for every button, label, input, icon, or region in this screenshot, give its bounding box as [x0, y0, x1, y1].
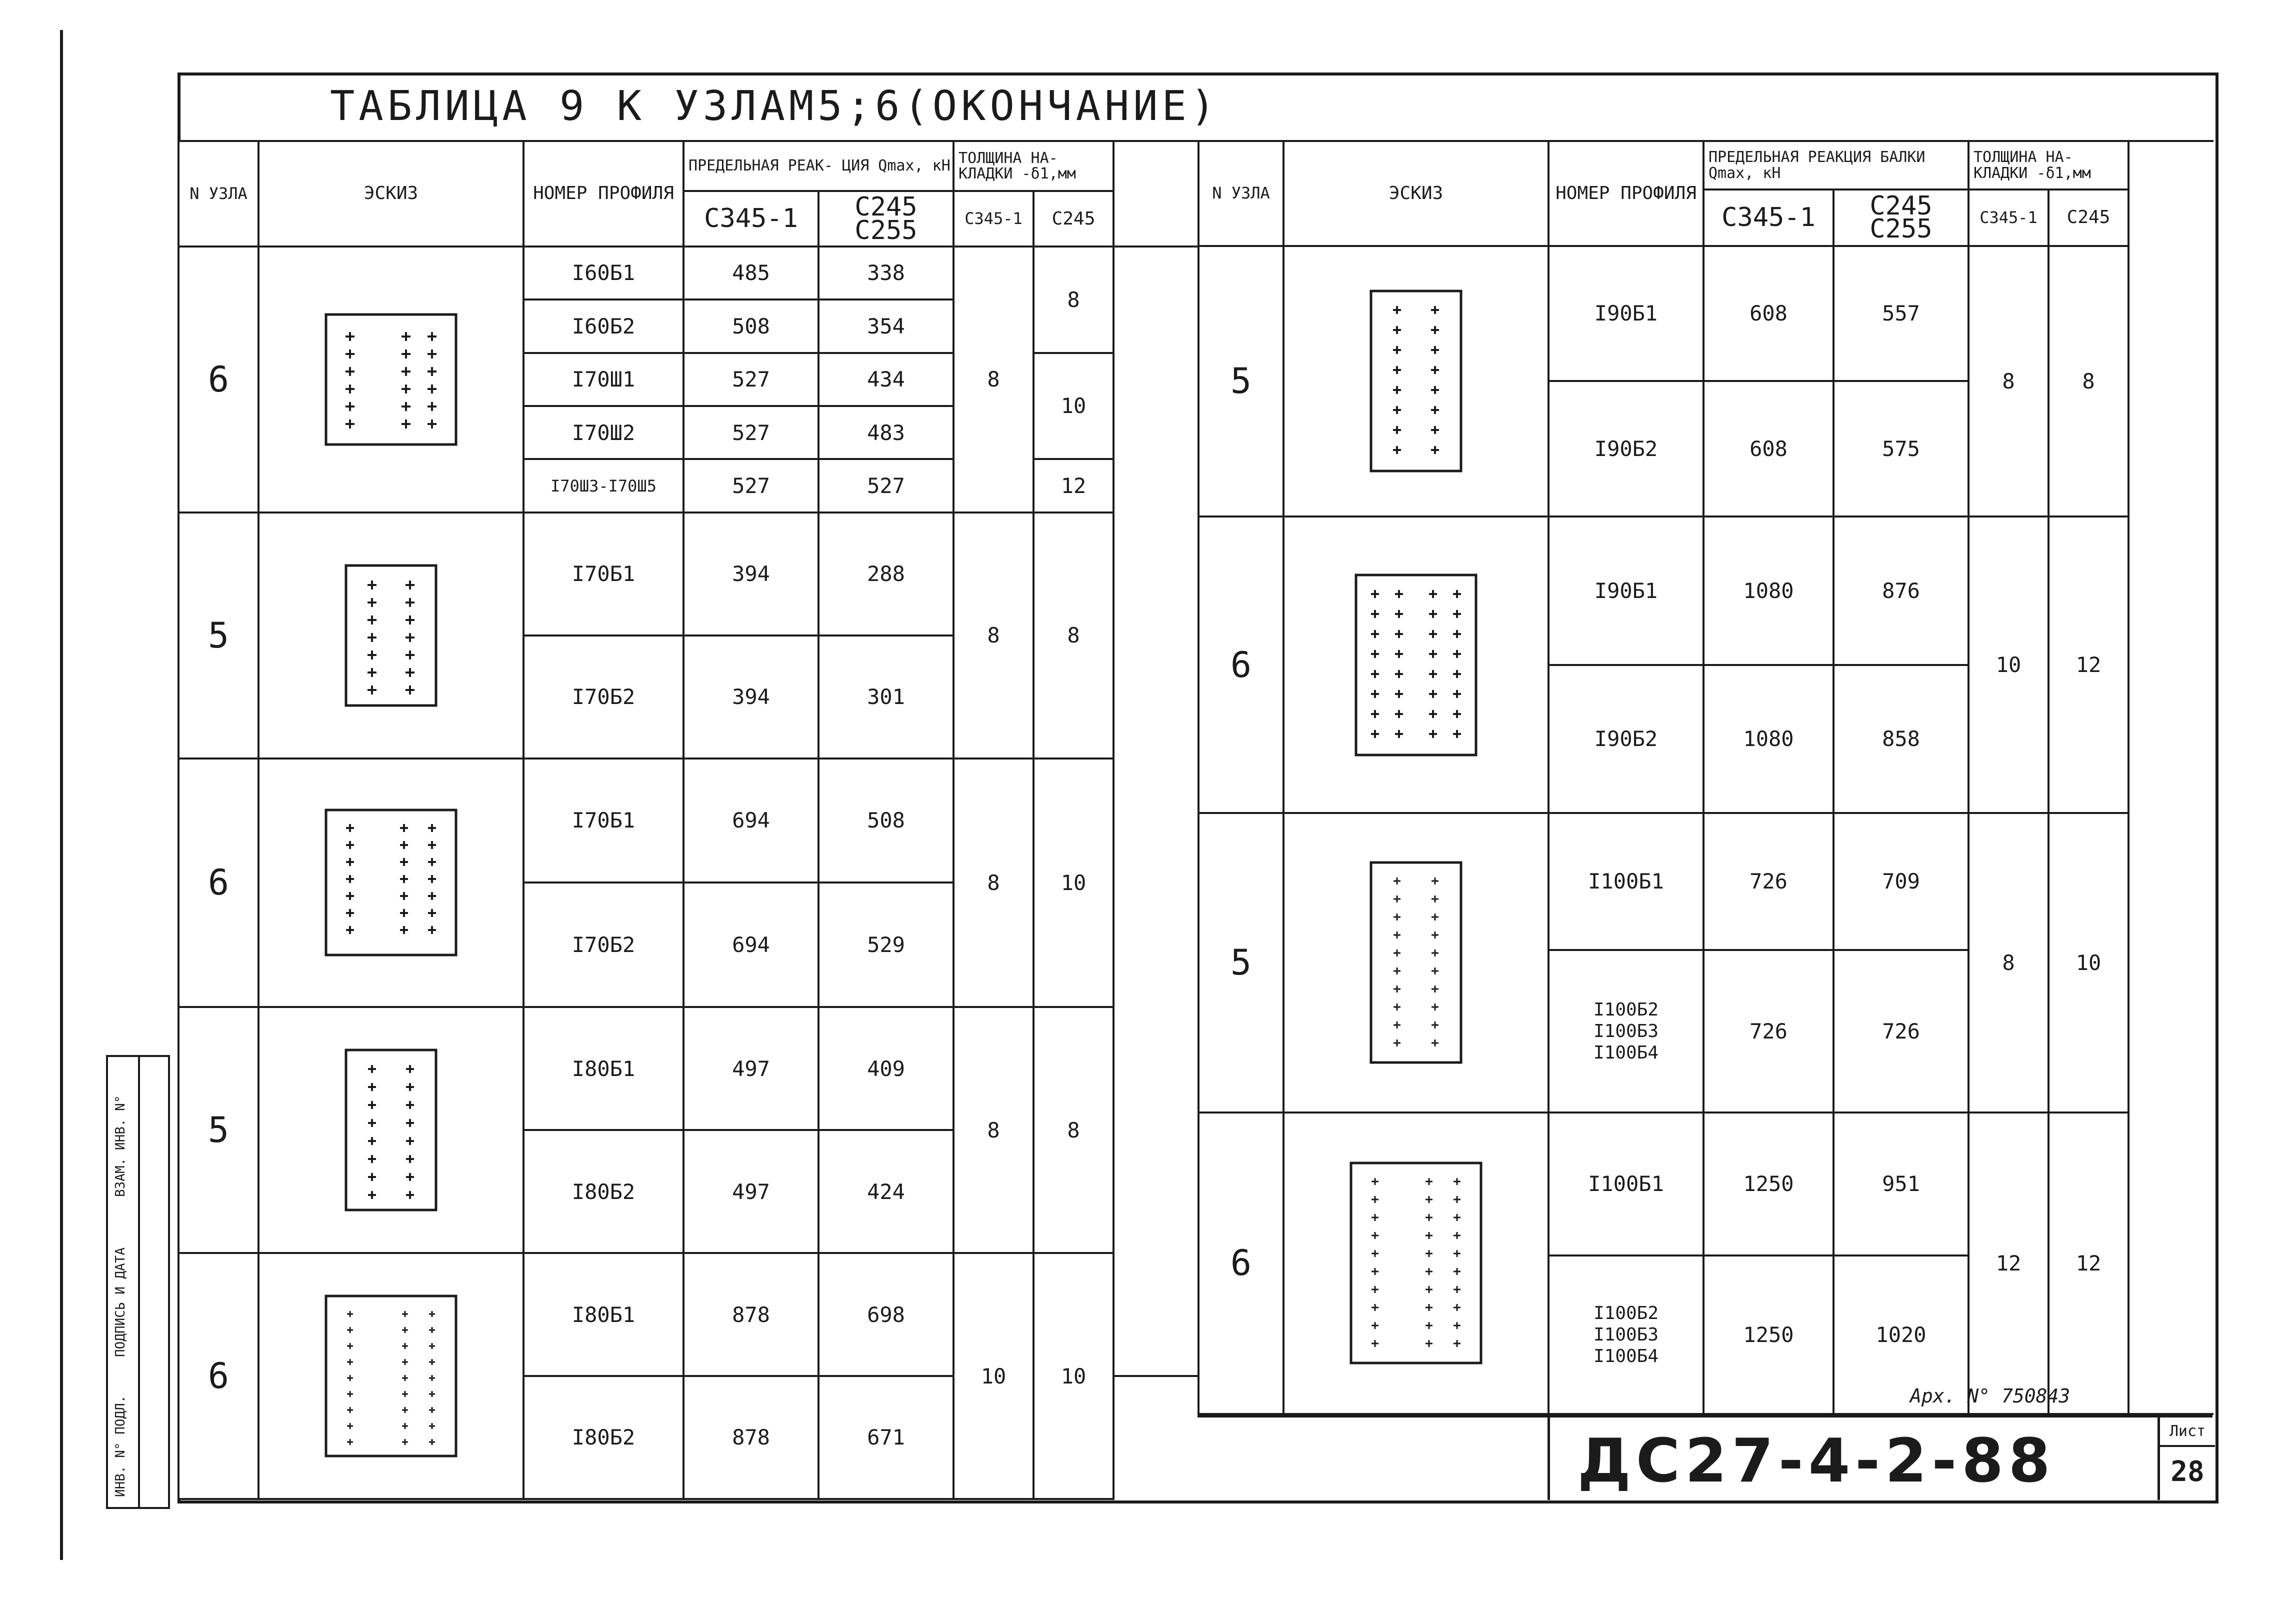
profile-cell: I80Б2	[524, 1376, 684, 1499]
q-s245: 301	[818, 636, 954, 758]
node-number: 6	[1198, 1112, 1284, 1414]
q-s245: 338	[818, 246, 954, 300]
q-s345: 394	[684, 512, 818, 636]
profile-cell: I100Б1	[1548, 813, 1704, 950]
q-s245: 434	[818, 353, 954, 406]
node-number: 6	[1198, 516, 1284, 813]
node-number: 5	[178, 512, 258, 758]
bolt-sketch	[1284, 246, 1548, 517]
bolt-pattern-icon	[1346, 1158, 1486, 1368]
hdr-blank	[1114, 141, 1198, 246]
q-s345: 608	[1704, 381, 1834, 516]
q-s345: 527	[684, 406, 818, 459]
hdr-reaction: ПРЕДЕЛЬНАЯ РЕАК- ЦИЯ Qmax, кН	[684, 141, 954, 191]
t-s345: 8	[954, 512, 1034, 758]
q-s245: 529	[818, 882, 954, 1007]
q-s345: 726	[1704, 813, 1834, 950]
q-s345: 394	[684, 636, 818, 758]
archive-number: Арх. N° 750843	[1910, 1385, 2070, 1407]
q-s345: 1080	[1704, 516, 1834, 664]
bolt-pattern-icon	[321, 805, 461, 960]
hdr-reaction: ПРЕДЕЛЬНАЯ РЕАКЦИЯ БАЛКИ Qmax, кН	[1704, 141, 1968, 190]
hdr-thickness: ТОЛЩИНА НА- КЛАДКИ -δ1,мм	[954, 141, 1114, 191]
q-s345: 527	[684, 459, 818, 512]
profile-cell: I70Б2	[524, 882, 684, 1007]
t-s245: 10	[1034, 758, 1114, 1008]
profile-cell: I70Б1	[524, 512, 684, 636]
node-number: 6	[178, 758, 258, 1008]
node-number: 5	[1198, 813, 1284, 1112]
q-s245: 557	[1834, 246, 1968, 382]
bolt-pattern-icon	[1366, 286, 1466, 476]
bolt-pattern-icon	[341, 1045, 441, 1215]
hdr-t245: С245	[2048, 190, 2128, 246]
t-s245: 8	[1034, 246, 1114, 353]
q-s345: 878	[684, 1253, 818, 1376]
hdr-s345: С345-1	[1704, 190, 1834, 246]
q-s245: 527	[818, 459, 954, 512]
t-s245: 8	[1034, 1007, 1114, 1253]
hdr-t245: С245	[1034, 191, 1114, 246]
bolt-pattern-icon	[1366, 858, 1466, 1068]
q-s245: 726	[1834, 950, 1968, 1112]
q-s245: 288	[818, 512, 954, 636]
hdr-s345: С345-1	[684, 191, 818, 246]
stamp-inv: ИНВ. N° ПОДЛ.	[113, 1395, 128, 1497]
hdr-blank	[2128, 141, 2214, 1414]
bolt-sketch	[258, 246, 524, 512]
hdr-thickness: ТОЛЩИНА НА- КЛАДКИ -δ1,мм	[1968, 141, 2128, 190]
profile-cell: I100Б2 I100Б3 I100Б4	[1548, 950, 1704, 1112]
sheet-number: 28	[2170, 1456, 2204, 1488]
profile-cell: I70Ш1	[524, 353, 684, 406]
side-stamp	[106, 1055, 170, 1509]
bolt-sketch	[258, 512, 524, 758]
profile-cell: I70Ш3-I70Ш5	[524, 459, 684, 512]
t-s245: 8	[2048, 246, 2128, 517]
profile-cell: I80Б1	[524, 1253, 684, 1376]
bolt-pattern-icon	[321, 310, 461, 450]
bolt-pattern-icon	[321, 1291, 461, 1461]
q-s345: 497	[684, 1007, 818, 1130]
profile-cell: I100Б2 I100Б3 I100Б4	[1548, 1256, 1704, 1414]
bolt-sketch	[1284, 813, 1548, 1112]
bolt-sketch	[1284, 516, 1548, 813]
profile-cell: I60Б1	[524, 246, 684, 300]
t-s345: 10	[954, 1253, 1034, 1499]
hdr-node: N УЗЛА	[1198, 141, 1284, 246]
q-s345: 1080	[1704, 665, 1834, 813]
bolt-pattern-icon	[1351, 570, 1481, 760]
profile-cell: I90Б2	[1548, 665, 1704, 813]
profile-cell: I70Б2	[524, 636, 684, 758]
bolt-pattern-icon	[341, 560, 441, 710]
q-s245: 508	[818, 758, 954, 883]
q-s345: 527	[684, 353, 818, 406]
q-s345: 497	[684, 1130, 818, 1253]
t-s245: 12	[2048, 1112, 2128, 1414]
profile-cell: I100Б1	[1548, 1112, 1704, 1256]
q-s345: 508	[684, 300, 818, 352]
t-s345: 8	[954, 758, 1034, 1008]
node-number: 5	[1198, 246, 1284, 517]
t-s345: 8	[954, 1007, 1034, 1253]
q-s345: 1250	[1704, 1112, 1834, 1256]
q-s245: 698	[818, 1253, 954, 1376]
t-s245: 10	[1034, 353, 1114, 460]
profile-cell: I80Б1	[524, 1007, 684, 1130]
node-number: 6	[178, 1253, 258, 1499]
node-number: 5	[178, 1007, 258, 1253]
binding-margin-line	[60, 30, 63, 1560]
q-s345: 1250	[1704, 1256, 1834, 1414]
bolt-sketch	[258, 758, 524, 1008]
title-block	[1198, 1415, 2212, 1500]
t-s245: 12	[1034, 459, 1114, 512]
profile-cell: I70Б1	[524, 758, 684, 883]
hdr-sketch: ЭСКИЗ	[1284, 141, 1548, 246]
hdr-node: N УЗЛА	[178, 141, 258, 246]
q-s345: 694	[684, 882, 818, 1007]
hdr-sketch: ЭСКИЗ	[258, 141, 524, 246]
t-s345: 8	[1968, 246, 2048, 517]
t-s345: 10	[1968, 516, 2048, 813]
hdr-profile: НОМЕР ПРОФИЛЯ	[1548, 141, 1704, 246]
hdr-t345: С345-1	[954, 191, 1034, 246]
q-s245: 483	[818, 406, 954, 459]
stamp-vzam: ВЗАМ. ИНВ. N°	[113, 1095, 128, 1197]
left-table	[178, 140, 1200, 1500]
q-s345: 878	[684, 1376, 818, 1499]
q-s245: 409	[818, 1007, 954, 1130]
t-s245: 10	[1034, 1253, 1114, 1499]
page-title: ТАБЛИЦА 9 К УЗЛАМ5;6(ОКОНЧАНИЕ)	[330, 82, 1220, 130]
q-s245: 876	[1834, 516, 1968, 664]
q-s245: 951	[1834, 1112, 1968, 1256]
t-s345: 8	[954, 246, 1034, 512]
q-s345: 726	[1704, 950, 1834, 1112]
document-code: ДС27-4-2-88	[1578, 1426, 2056, 1496]
blank-col	[1114, 246, 1198, 1376]
q-s245: 1020	[1834, 1256, 1968, 1414]
profile-cell: I90Б1	[1548, 246, 1704, 382]
q-s245: 424	[818, 1130, 954, 1253]
t-s345: 12	[1968, 1112, 2048, 1414]
bolt-sketch	[1284, 1112, 1548, 1414]
profile-cell: I90Б1	[1548, 516, 1704, 664]
hdr-s245: С245 С255	[818, 191, 954, 246]
q-s245: 709	[1834, 813, 1968, 950]
profile-cell: I70Ш2	[524, 406, 684, 459]
t-s245: 12	[2048, 516, 2128, 813]
q-s245: 575	[1834, 381, 1968, 516]
q-s245: 858	[1834, 665, 1968, 813]
t-s245: 8	[1034, 512, 1114, 758]
right-table	[1198, 140, 2214, 1415]
bolt-sketch	[258, 1007, 524, 1253]
q-s345: 485	[684, 246, 818, 300]
hdr-s245: С245 С255	[1834, 190, 1968, 246]
profile-cell: I90Б2	[1548, 381, 1704, 516]
bolt-sketch	[258, 1253, 524, 1499]
hdr-t345: С345-1	[1968, 190, 2048, 246]
q-s345: 694	[684, 758, 818, 883]
node-number: 6	[178, 246, 258, 512]
t-s245: 10	[2048, 813, 2128, 1112]
sheet-label: Лист	[2160, 1418, 2215, 1447]
profile-cell: I60Б2	[524, 300, 684, 352]
q-s245: 671	[818, 1376, 954, 1499]
t-s345: 8	[1968, 813, 2048, 1112]
profile-cell: I80Б2	[524, 1130, 684, 1253]
stamp-sign: ПОДПИСЬ И ДАТА	[113, 1247, 128, 1357]
q-s345: 608	[1704, 246, 1834, 382]
hdr-profile: НОМЕР ПРОФИЛЯ	[524, 141, 684, 246]
q-s245: 354	[818, 300, 954, 352]
